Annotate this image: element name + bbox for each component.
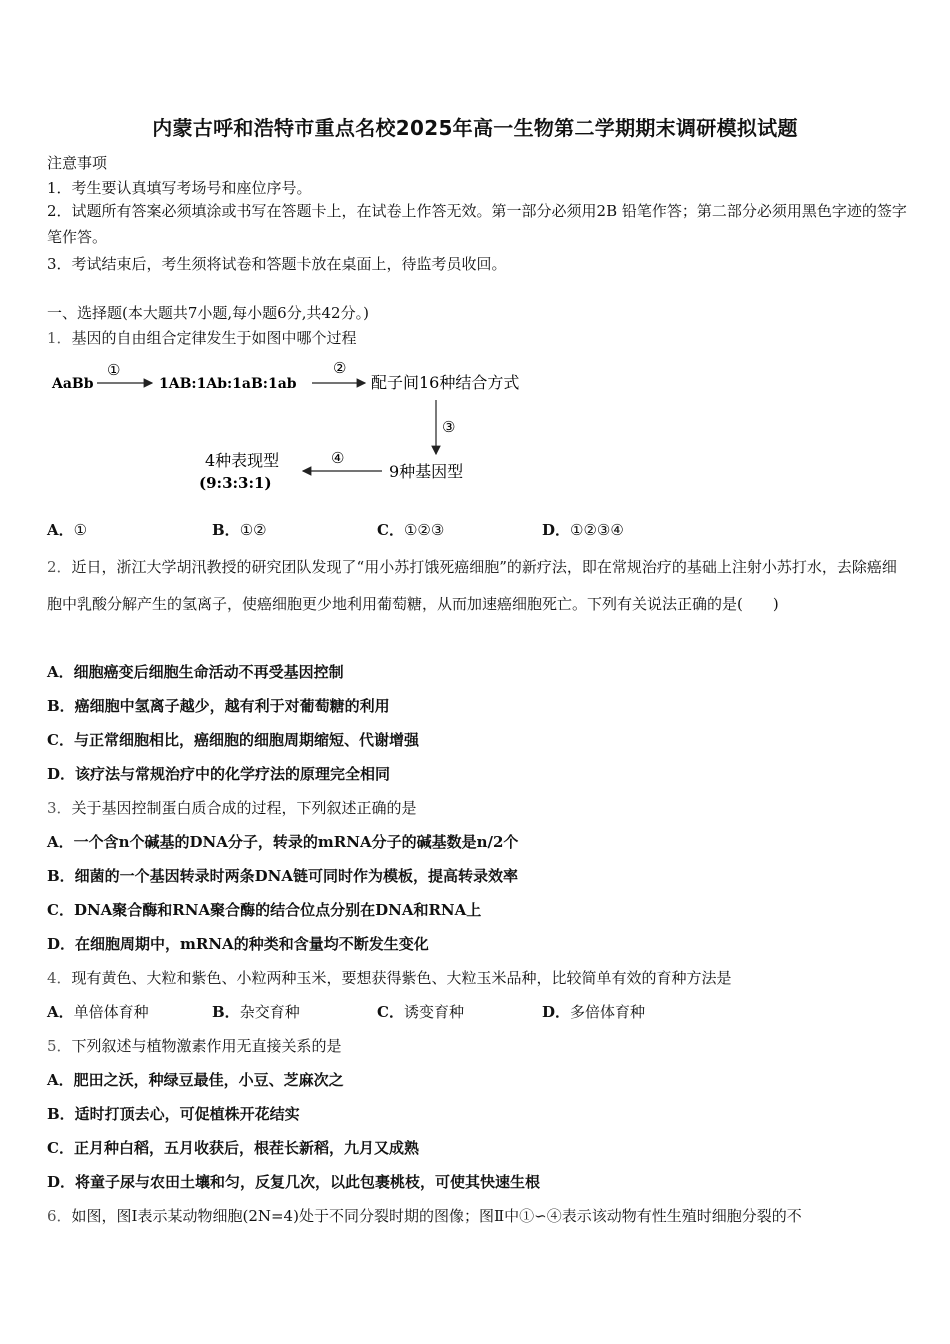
question-number: 2． — [47, 558, 72, 576]
q5-option-a[interactable]: A．肥田之沃，种绿豆最佳，小豆、芝麻次之 — [47, 1071, 344, 1089]
question-number: 6． — [47, 1207, 72, 1225]
question-text: 如图，图Ⅰ表示某动物细胞(2N=4)处于不同分裂时期的图像；图Ⅱ中①∽④表示该动物有性生殖时细胞分裂的不 — [71, 1207, 802, 1225]
notice-item-3: 3．考试结束后，考生须将试卷和答题卡放在桌面上，待监考员收回。 — [47, 255, 507, 273]
question-text: 基因的自由组合定律发生于如图中哪个过程 — [71, 329, 357, 347]
question-text: 近日，浙江大学胡汛教授的研究团队发现了“用小苏打饿死癌细胞”的新疗法，即在常规治疗的基础上注射小苏打水，去除癌细胞中乳酸分解产生的氢离子，使癌细胞更少地利用葡萄糖，从而加速癌细胞死亡。下列有关说法正确的是( ) — [47, 558, 897, 613]
q4-option-c[interactable]: C．诱变育种 — [377, 1003, 464, 1021]
diagram-start: AaBb — [52, 376, 94, 392]
q4-option-a[interactable]: A．单倍体育种 — [47, 1003, 149, 1021]
q2-option-b[interactable]: B．癌细胞中氢离子越少，越有利于对葡萄糖的利用 — [47, 697, 390, 715]
section-heading: 一、选择题(本大题共7小题,每小题6分,共42分。) — [47, 304, 369, 322]
q3-option-b[interactable]: B．细菌的一个基因转录时两条DNA链可同时作为模板，提高转录效率 — [47, 867, 519, 885]
question-text: 现有黄色、大粒和紫色、小粒两种玉米，要想获得紫色、大粒玉米品种，比较简单有效的育种方法是 — [71, 969, 732, 987]
question-text: 关于基因控制蛋白质合成的过程，下列叙述正确的是 — [71, 799, 417, 817]
question-1 — [47, 327, 357, 348]
diagram-gametes: 1AB:1Ab:1aB:1ab — [159, 376, 297, 392]
notice-heading: 注意事项 — [47, 154, 108, 172]
notice-item-2: 2．试题所有答案必须填涂或书写在答题卡上，在试卷上作答无效。第一部分必须用2B 铅笔作答；第二部分必须用黑色字迹的签字笔作答。 — [47, 202, 907, 246]
notice-item-1: 1．考生要认真填写考场号和座位序号。 — [47, 179, 312, 197]
q3-option-d[interactable]: D．在细胞周期中，mRNA的种类和含量均不断发生变化 — [47, 935, 429, 953]
exam-title: 内蒙古呼和浩特市重点名校2025年高一生物第二学期期末调研模拟试题 — [152, 116, 798, 140]
question-text: 下列叙述与植物激素作用无直接关系的是 — [71, 1037, 342, 1055]
diagram-step-2: ② — [333, 359, 347, 377]
diagram-step-4: ④ — [331, 449, 345, 467]
q1-option-c[interactable]: C．①②③ — [377, 521, 445, 539]
diagram-ratio: (9:3:3:1) — [199, 474, 272, 492]
question-5 — [47, 1035, 342, 1056]
diagram-genotypes: 9种基因型 — [389, 462, 464, 481]
q2-option-d[interactable]: D．该疗法与常规治疗中的化学疗法的原理完全相同 — [47, 765, 391, 783]
q4-option-d[interactable]: D．多倍体育种 — [542, 1003, 646, 1021]
question-number: 1． — [47, 329, 72, 347]
q1-option-b[interactable]: B．①② — [212, 521, 267, 539]
q3-option-c[interactable]: C．DNA聚合酶和RNA聚合酶的结合位点分别在DNA和RNA上 — [47, 901, 482, 919]
q5-option-b[interactable]: B．适时打顶去心，可促植株开花结实 — [47, 1105, 300, 1123]
q2-option-c[interactable]: C．与正常细胞相比，癌细胞的细胞周期缩短、代谢增强 — [47, 731, 419, 749]
diagram-combinations: 配子间16种结合方式 — [371, 373, 520, 392]
question-number: 5． — [47, 1037, 72, 1055]
question-6 — [47, 1205, 802, 1226]
question-2 — [47, 549, 907, 623]
diagram-phenotypes: 4种表现型 — [205, 451, 280, 470]
diagram-step-1: ① — [107, 361, 121, 379]
q1-option-d[interactable]: D．①②③④ — [542, 521, 624, 539]
q1-option-a[interactable]: A．① — [47, 521, 88, 539]
genetics-flow-diagram — [47, 352, 567, 502]
diagram-step-3: ③ — [442, 418, 456, 436]
question-number: 3． — [47, 799, 72, 817]
question-3 — [47, 797, 417, 818]
q5-option-d[interactable]: D．将童子尿与农田土壤和匀，反复几次，以此包裹桃枝，可使其快速生根 — [47, 1173, 541, 1191]
q5-option-c[interactable]: C．正月种白稻，五月收获后，根茬长新稻，九月又成熟 — [47, 1139, 419, 1157]
q3-option-a[interactable]: A．一个含n个碱基的DNA分子，转录的mRNA分子的碱基数是n/2个 — [47, 833, 519, 851]
q2-option-a[interactable]: A．细胞癌变后细胞生命活动不再受基因控制 — [47, 663, 344, 681]
question-number: 4． — [47, 969, 72, 987]
q4-option-b[interactable]: B．杂交育种 — [212, 1003, 300, 1021]
question-4 — [47, 967, 732, 988]
